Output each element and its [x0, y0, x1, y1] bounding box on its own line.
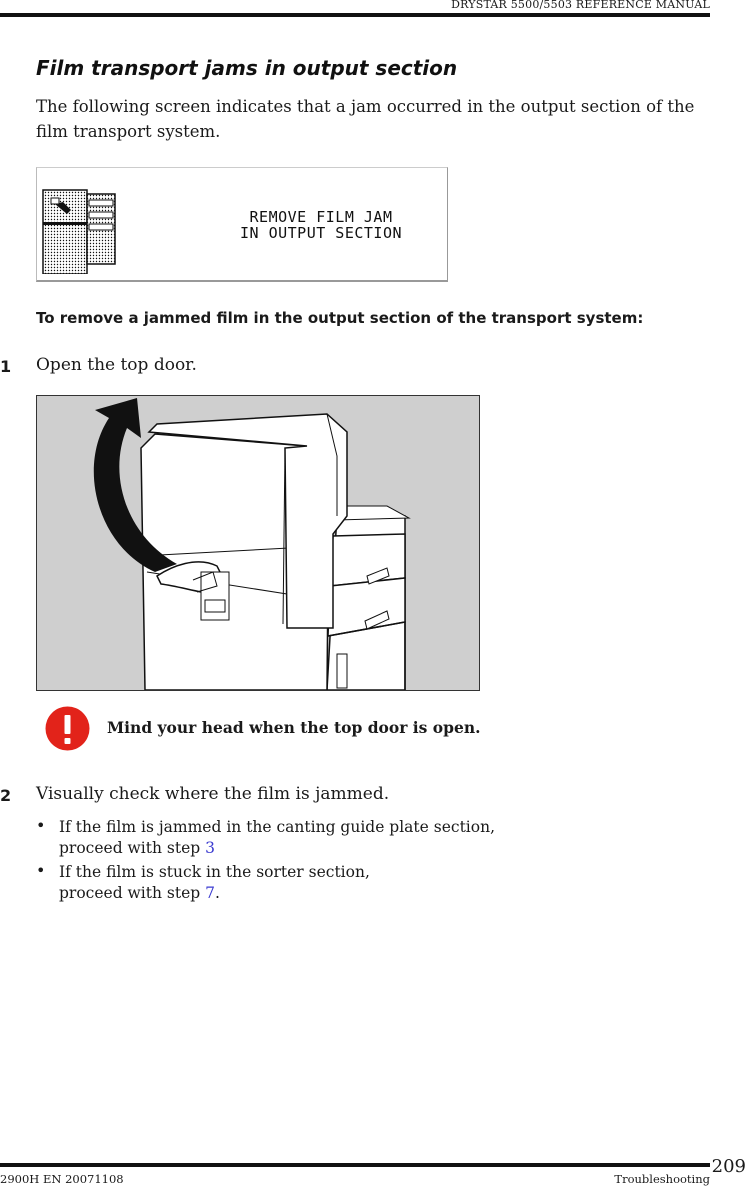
bullet-text: [59, 862, 370, 904]
footer-section: Troubleshooting: [614, 1172, 710, 1186]
open-top-door-illustration: [36, 395, 480, 691]
running-title: DRYSTAR 5500/5503 REFERENCE MANUAL: [451, 0, 710, 11]
page-number: 209: [711, 1156, 746, 1177]
intro-paragraph: The following screen indicates that a jam occurred in the output section of the film transport system.: [36, 97, 695, 141]
exclamation-icon: [45, 706, 90, 751]
bullet-line-2: [59, 883, 370, 904]
bullet-suffix: .: [214, 884, 220, 902]
step-text: Open the top door.: [36, 355, 197, 375]
footer-rule: [0, 1163, 710, 1167]
step-text: Visually check where the film is jammed.: [36, 784, 390, 804]
bullet-item: [0, 861, 700, 905]
step-number: 2: [0, 786, 12, 805]
step-link[interactable]: 7: [205, 884, 215, 902]
procedure-title: To remove a jammed film in the output section of the transport system:: [36, 309, 644, 327]
bullet-prefix: proceed with step: [59, 884, 206, 902]
printer-jam-icon: [41, 182, 121, 274]
printer-door-drawing: [37, 396, 479, 690]
page-header: [0, 0, 710, 18]
bullet-line: If the film is jammed in the canting guide plate section,: [59, 818, 495, 836]
bullet-item: [0, 816, 700, 860]
bullet-line: If the film is stuck in the sorter section,: [59, 863, 370, 881]
step-link[interactable]: 3: [205, 839, 215, 857]
bullet-icon: •: [36, 816, 46, 835]
step-number: 1: [0, 357, 12, 376]
doc-id: 2900H EN 20071108: [0, 1172, 124, 1186]
bullet-prefix: proceed with step: [59, 839, 206, 857]
screen-line-2: IN OUTPUT SECTION: [240, 224, 403, 242]
screen-message: [240, 209, 402, 241]
bullet-line-2: [59, 838, 495, 859]
step-1: [0, 357, 700, 381]
screen-line-1: REMOVE FILM JAM: [249, 208, 393, 226]
header-rule: [0, 13, 710, 17]
section-title: Film transport jams in output section: [36, 56, 458, 80]
display-screen: [36, 167, 448, 282]
warning-text: Mind your head when the top door is open.: [107, 718, 481, 737]
bullet-text: [59, 817, 495, 859]
bullet-icon: •: [36, 861, 46, 880]
step-2: [0, 786, 700, 810]
